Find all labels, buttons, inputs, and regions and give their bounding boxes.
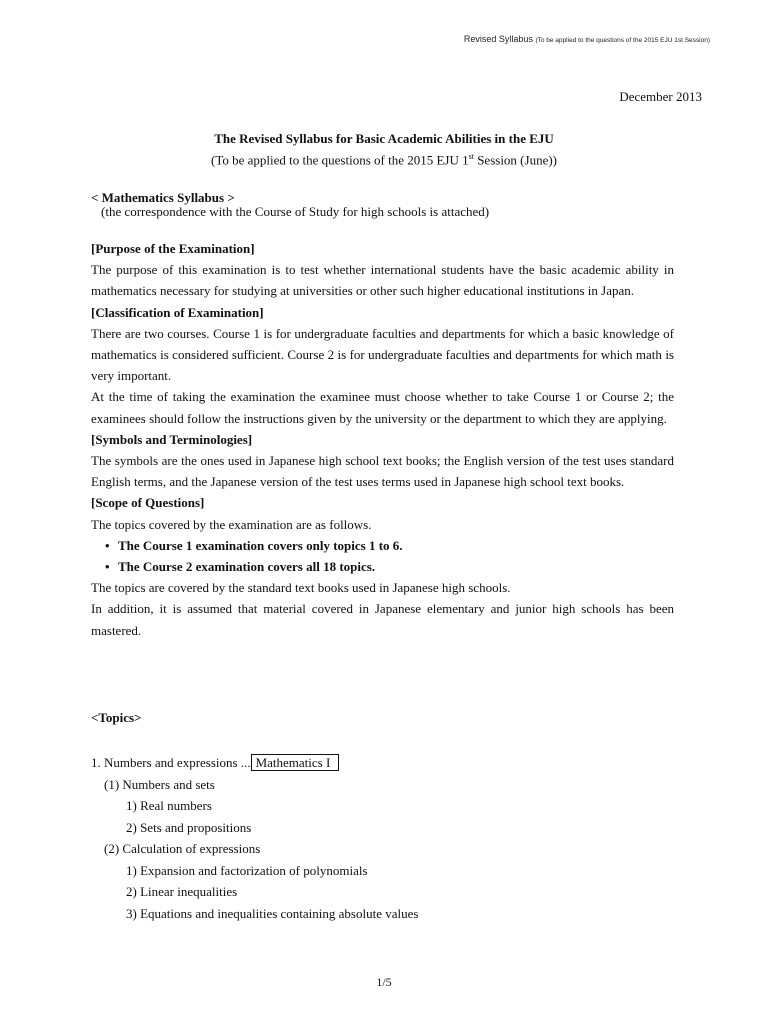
topic-1-label: 1. Numbers and expressions ... (91, 755, 251, 770)
classification-p1: There are two courses. Course 1 is for undergraduate faculties and departments for which a basic knowledge of mathematics is considered sufficient. Course 2 is for undergraduate faculties and departments for which math is very important. (91, 325, 674, 384)
scope-heading: [Scope of Questions] (91, 495, 205, 511)
subtopic-2-item: 2) Linear inequalities (126, 884, 238, 899)
topics-heading: <Topics> (91, 710, 142, 725)
document-subtitle (0, 152, 768, 168)
document-date: December 2013 (619, 89, 702, 104)
bullet-icon: • (105, 559, 110, 575)
subtopic-1-item: 1) Real numbers (126, 798, 212, 813)
symbols-heading: [Symbols and Terminologies] (91, 431, 253, 447)
purpose-text: The purpose of this examination is to test whether international students have the basic academic ability in mathematics necessary for studying at universities or other such higher educational institutions in Japan. (91, 262, 674, 299)
bullet-text: The Course 1 examination covers only topics 1 to 6. (118, 537, 403, 553)
topic-1 (91, 752, 418, 774)
classification-p2: At the time of taking the examination the examinee must choose whether to take Course 1 or Course 2; the examinees should follow the instructions given by the university or the department to which they are applying. (91, 389, 674, 426)
list-item (105, 535, 674, 556)
running-title: Revised Syllabus (463, 34, 533, 44)
topic-1-subject-box: Mathematics I (251, 754, 340, 771)
scope-p2: In addition, it is assumed that material covered in Japanese elementary and junior high schools has been mastered. (91, 601, 674, 638)
scope-bullets (91, 535, 674, 577)
syllabus-note: (the correspondence with the Course of Study for high schools is attached) (101, 204, 490, 219)
running-note: (To be applied to the questions of the 2015 EJU 1st Session) (535, 37, 710, 44)
subtitle-superscript: st (468, 152, 474, 161)
page-number: 1/5 (376, 975, 392, 989)
syllabus-heading-block (91, 191, 674, 219)
document-title: The Revised Syllabus for Basic Academic Abilities in the EJU (214, 131, 554, 146)
subtitle-before: (To be applied to the questions of the 2015 EJU 1 (211, 152, 469, 168)
scope-p1: The topics are covered by the standard text books used in Japanese high schools. (91, 580, 511, 596)
subtopic-2-item: 1) Expansion and factorization of polynomials (126, 862, 368, 878)
syllabus-heading: < Mathematics Syllabus > (91, 190, 235, 205)
subtopic-1: (1) Numbers and sets (104, 776, 215, 792)
symbols-text: The symbols are the ones used in Japanese high school text books; the English version of the test uses standard English terms, and the Japanese version of the test uses terms used in Japanese high school text books. (91, 453, 674, 490)
subtopic-1-item: 2) Sets and propositions (126, 819, 252, 835)
running-header (464, 34, 710, 44)
bullet-icon: • (105, 537, 110, 553)
topic-list (91, 752, 418, 924)
list-item (105, 556, 674, 577)
subtopic-2: (2) Calculation of expressions (104, 841, 261, 856)
main-body (91, 238, 674, 641)
scope-intro: The topics covered by the examination are as follows. (91, 516, 372, 532)
classification-heading: [Classification of Examination] (91, 304, 264, 320)
subtitle-after: Session (June)) (473, 152, 557, 168)
purpose-heading: [Purpose of the Examination] (91, 241, 255, 256)
subtopic-2-item: 3) Equations and inequalities containing absolute values (126, 905, 419, 921)
bullet-text: The Course 2 examination covers all 18 topics. (118, 559, 376, 575)
